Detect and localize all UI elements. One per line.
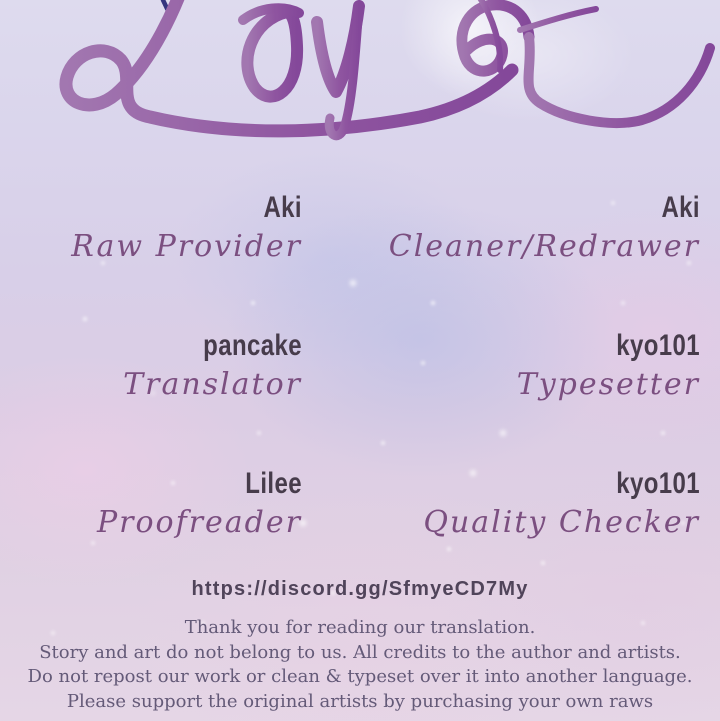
credit-name: pancake — [203, 329, 302, 362]
credit-name: Aki — [263, 191, 302, 224]
discord-link: https://discord.gg/SfmyeCD7My — [191, 578, 529, 600]
credit-name: Lilee — [245, 467, 302, 500]
credit-name: Aki — [661, 191, 700, 224]
footer-notes — [0, 616, 720, 714]
footer-line-repost: Do not repost our work or clean & typeset over it into another language. — [27, 666, 693, 687]
footer-line-thanks: Thank you for reading our translation. — [184, 617, 536, 638]
credit-role: Quality Checker — [423, 505, 700, 540]
credit-proofreader — [30, 466, 302, 544]
footer-line-credits: Story and art do not belong to us. All credits to the author and artists. — [39, 641, 681, 663]
credit-role: Cleaner/Redrawer — [388, 229, 700, 264]
love-letter-o — [247, 12, 297, 97]
credit-translator — [30, 328, 302, 406]
credit-raw-provider — [30, 190, 302, 268]
credit-typesetter — [350, 328, 700, 406]
footer-line-support: Please support the original artists by purchasing your own raws — [66, 690, 654, 712]
credit-role: Proofreader — [96, 505, 302, 540]
credit-cleaner-redrawer — [350, 190, 700, 268]
love-flourish-upper — [520, 9, 596, 30]
credit-name: kyo101 — [616, 467, 700, 500]
credit-name: kyo101 — [616, 329, 700, 362]
credit-role: Typesetter — [516, 367, 700, 402]
love-letter-e-swash — [528, 37, 710, 123]
credit-role: Raw Provider — [71, 229, 302, 264]
credit-quality-checker — [350, 466, 700, 544]
credit-role: Translator — [123, 367, 302, 402]
title-love-script — [0, 0, 720, 185]
